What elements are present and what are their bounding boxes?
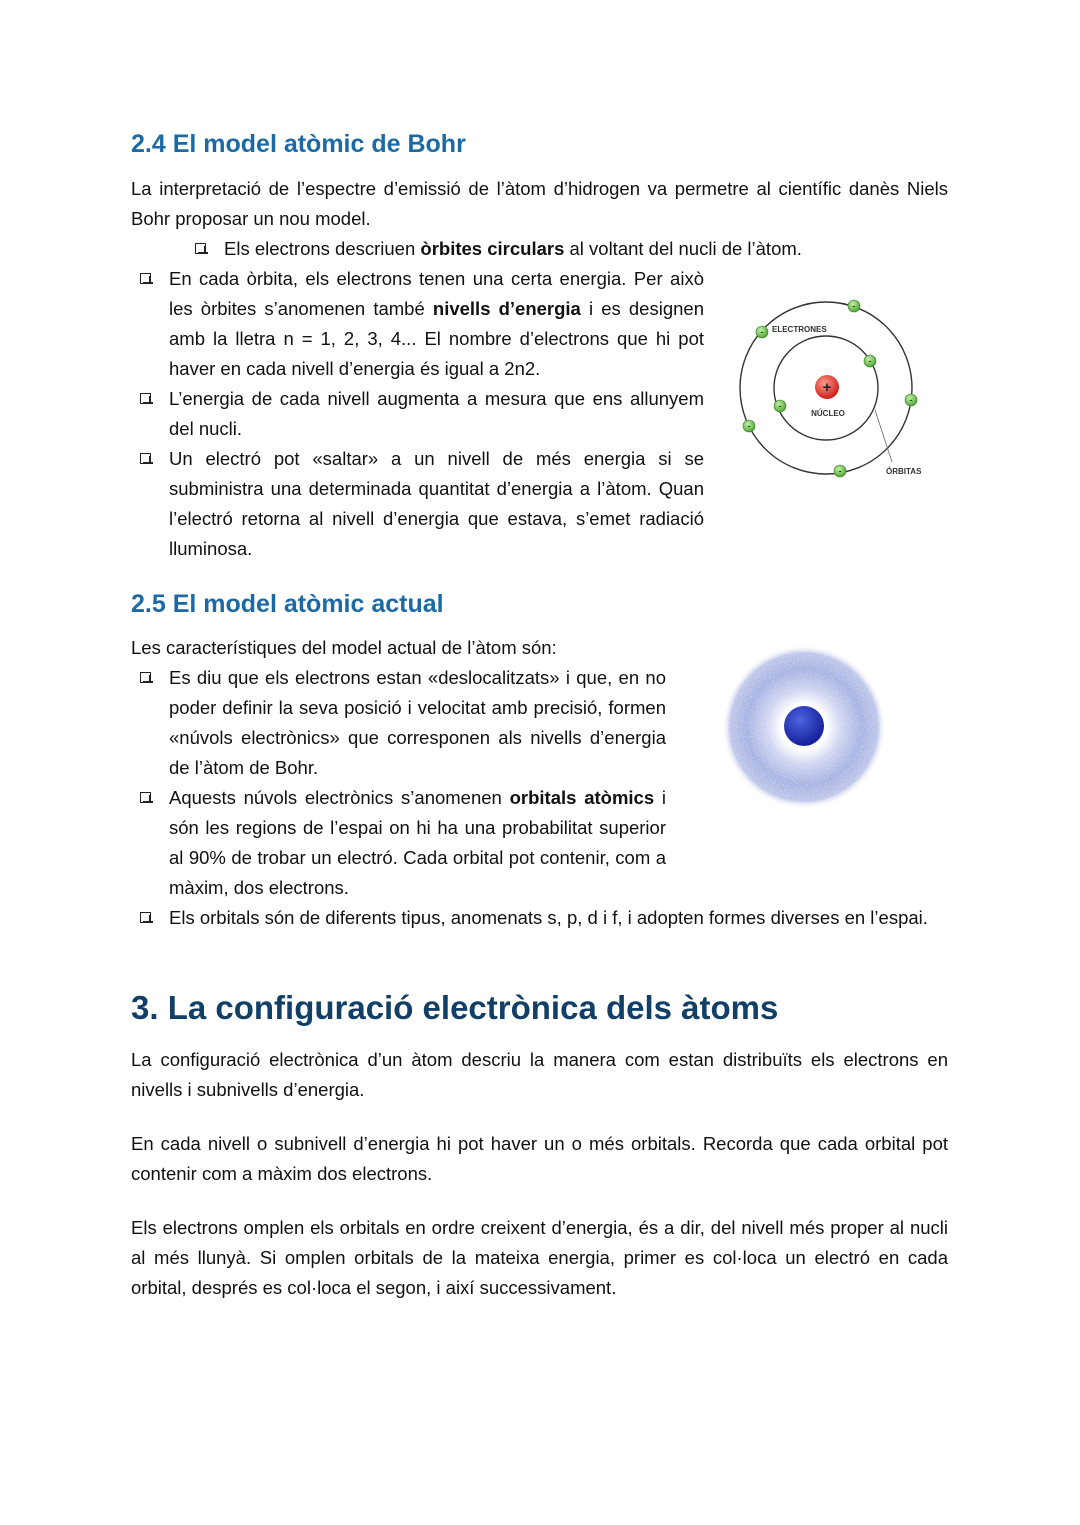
section-heading-3: 3. La configuració electrònica dels àtoms (131, 989, 779, 1026)
orbits-label: ÓRBITAS (886, 467, 922, 476)
bohr-bullet-3: L’energia de cada nivell augmenta a mesura que ens allunyem del nucli. (169, 388, 704, 439)
bohr-bullet-4: Un electró pot «saltar» a un nivell de més energia si se subministra una determinada quantitat d’energia a l’àtom. Quan l’electró retorna al nivell d’energia que estava, s’emet radiació lluminosa. (169, 448, 704, 559)
section-3-paragraph-3: Els electrons omplen els orbitals en ordre creixent d’energia, és a dir, del nivell més proper al nucli al més llunyà. Si omplen orbitals de la mateixa energia, primer es col·loca un electró en cada orbital, després es col·loca el segon, i així successivament. (131, 1217, 948, 1298)
modern-bullet-3: Els orbitals són de diferents tipus, anomenats s, p, d i f, i adopten formes diverses en l’espai. (169, 907, 928, 928)
bullet-checkbox-icon (140, 792, 151, 803)
electron-cloud-image (720, 643, 888, 811)
bohr-bullet-2: En cada òrbita, els electrons tenen una certa energia. Per això les òrbites s’anomenen també nivells d’energia i es designen amb la lletra n = 1, 2, 3, 4... El nombre d’electrons que hi pot haver en cada nivell d’energia és igual a 2n2. (169, 268, 704, 379)
bullet-checkbox-icon (140, 672, 151, 683)
nucleus-label: NÚCLEO (811, 409, 845, 418)
section-2-5-intro: Les característiques del model actual de l’àtom són: (131, 637, 557, 658)
electron-sign: - (838, 466, 842, 476)
electron-sign: - (852, 301, 856, 311)
modern-bullet-2: Aquests núvols electrònics s’anomenen orbitals atòmics i són les regions de l’espai on hi ha una probabilitat superior al 90% de trobar un electró. Cada orbital pot contenir, com a màxim, dos electrons. (169, 787, 666, 898)
electrons-label: ELECTRONES (772, 325, 827, 334)
atom-core (784, 706, 824, 746)
electron-sign: - (909, 395, 913, 405)
modern-bullet-1: Es diu que els electrons estan «deslocalitzats» i que, en no poder definir la seva posició i velocitat amb precisió, formen «núvols electrònics» que corresponen als nivells d’energia de l’àtom de Bohr. (169, 667, 666, 778)
section-3-paragraph-2: En cada nivell o subnivell d’energia hi pot haver un o més orbitals. Recorda que cada orbital pot contenir com a màxim dos electrons. (131, 1133, 948, 1184)
bullet-checkbox-icon (140, 453, 151, 464)
electron-sign: - (747, 421, 751, 431)
section-heading-2-4: 2.4 El model atòmic de Bohr (131, 130, 466, 158)
electron-sign: - (778, 401, 782, 411)
bullet-checkbox-icon (140, 273, 151, 284)
section-3-paragraph-1: La configuració electrònica d’un àtom descriu la manera com estan distribuïts els electrons en nivells i subnivells d’energia. (131, 1049, 948, 1100)
electron-sign: - (868, 356, 872, 366)
section-heading-2-5: 2.5 El model atòmic actual (131, 590, 444, 618)
section-2-4-intro: La interpretació de l’espectre d’emissió de l’àtom d’hidrogen va permetre al científic danès Niels Bohr proposar un nou model. (131, 178, 948, 229)
orbit-pointer-line (875, 410, 892, 462)
bohr-atom-diagram (730, 295, 940, 490)
bullet-checkbox-icon (195, 243, 206, 254)
electron-sign: - (760, 327, 764, 337)
nucleus-plus-sign: + (822, 379, 832, 396)
bohr-bullet-1: Els electrons descriuen òrbites circulars al voltant del nucli de l’àtom. (224, 238, 802, 259)
bullet-checkbox-icon (140, 393, 151, 404)
bullet-checkbox-icon (140, 912, 151, 923)
